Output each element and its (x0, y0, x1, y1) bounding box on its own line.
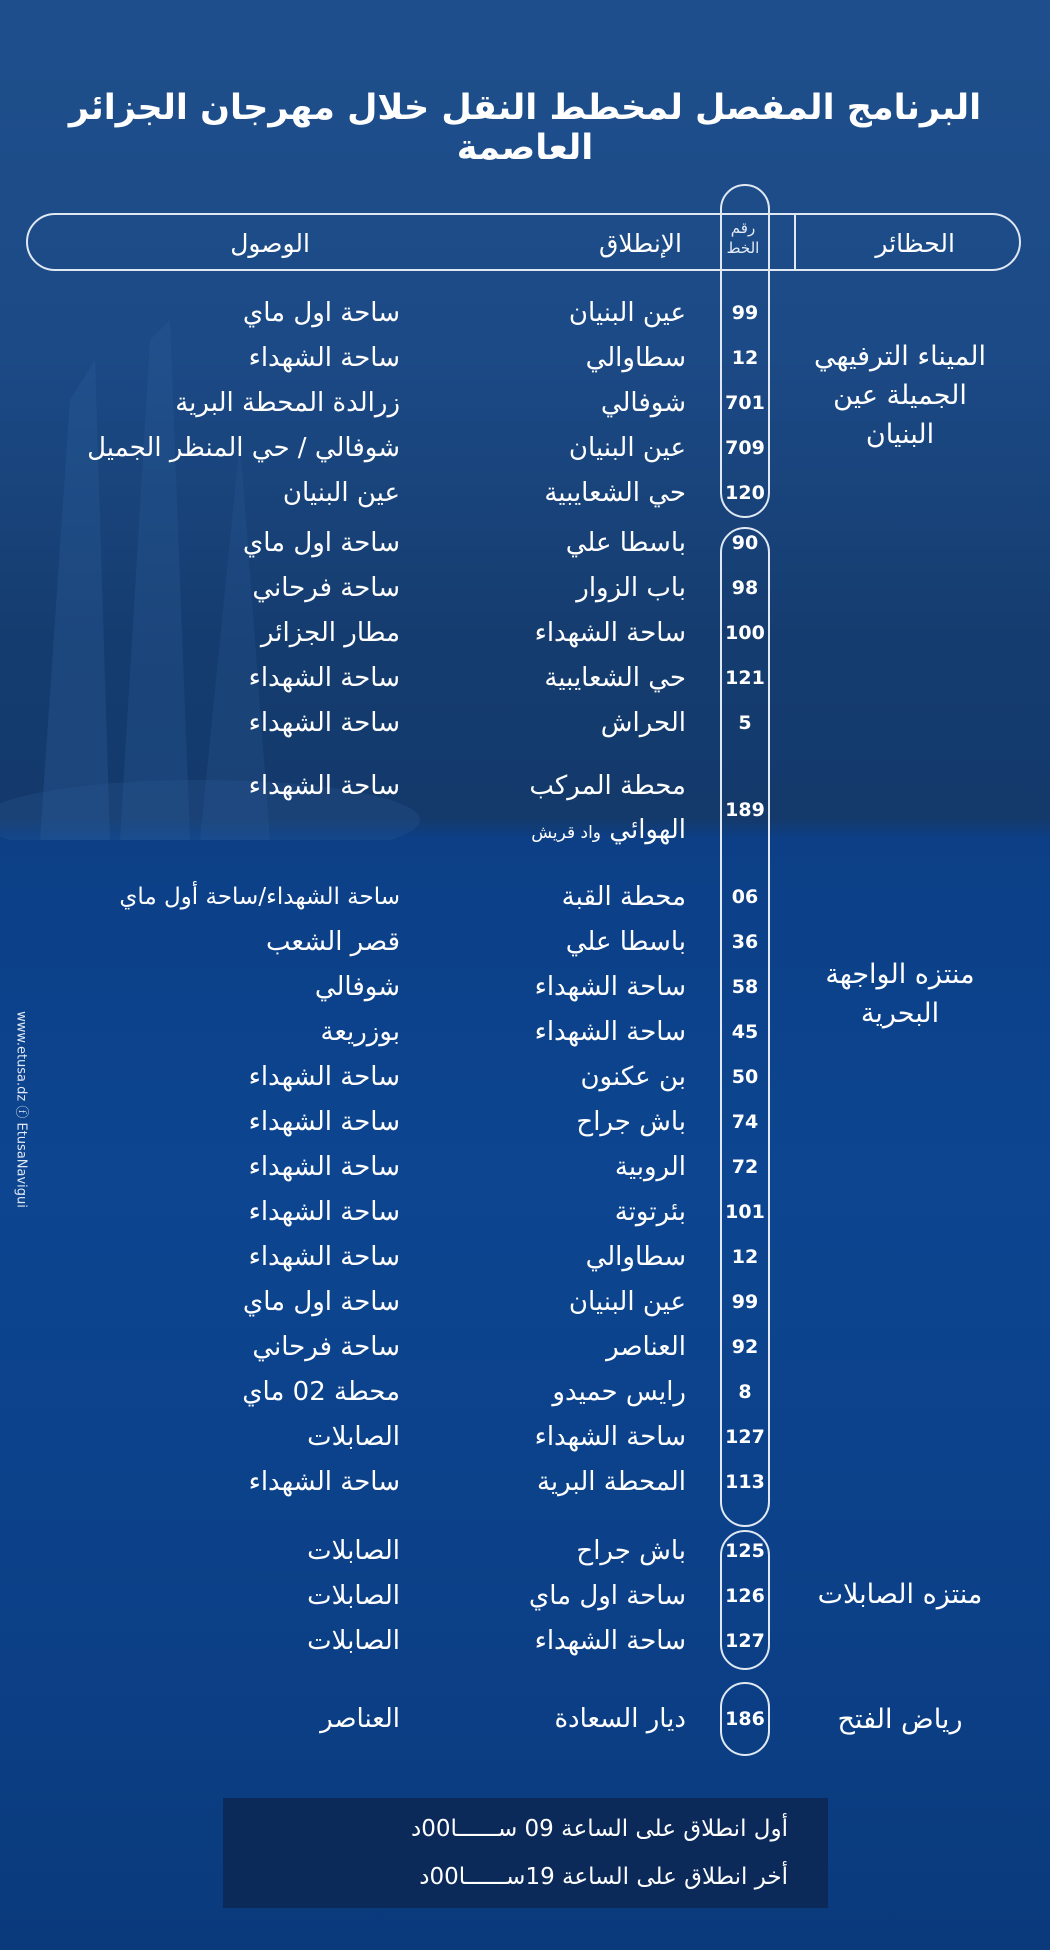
arrival: ساحة الشهداء (248, 1242, 400, 1272)
arrival: ساحة الشهداء (248, 1062, 400, 1092)
header-venues: الحظائر (875, 229, 955, 258)
departure: باش جراح (576, 1536, 686, 1566)
table-row (0, 568, 1050, 608)
line-number: 12 (731, 1246, 759, 1268)
arrival: ساحة اول ماي (242, 298, 400, 328)
table-row (0, 1147, 1050, 1187)
table-row (0, 613, 1050, 653)
table-row (0, 1012, 1050, 1052)
departure: محطة القبة (561, 882, 686, 912)
line-number: 99 (731, 302, 759, 324)
departure-line2: الهوائي واد قريش (531, 815, 686, 845)
line-number: 126 (725, 1585, 765, 1607)
venue-name: الميناء الترفيهي الجميلة عين البنيان (814, 341, 986, 450)
line-number: 127 (725, 1426, 765, 1448)
table-row (0, 1462, 1050, 1502)
line-number: 101 (725, 1201, 765, 1223)
line-number: 709 (725, 437, 765, 459)
table-row (0, 1576, 1050, 1616)
arrival: ساحة الشهداء (248, 1467, 400, 1497)
header-arrival: الوصول (230, 229, 310, 258)
departure: ساحة الشهداء (534, 1626, 686, 1656)
arrival: ساحة الشهداء (248, 708, 400, 738)
departure: باسطا علي (565, 528, 686, 558)
arrival: ساحة فرحاني (252, 573, 400, 603)
departure: الحراش (600, 708, 686, 738)
table-row (0, 1057, 1050, 1097)
arrival: العناصر (320, 1704, 400, 1734)
arrival: مطار الجزائر (260, 618, 400, 648)
table-row (0, 766, 1050, 856)
arrival: ساحة الشهداء/ساحة أول ماي (119, 884, 400, 910)
line-number: 06 (731, 886, 759, 908)
line-number: 120 (725, 482, 765, 504)
departure: باش جراح (576, 1107, 686, 1137)
line-number: 72 (731, 1156, 759, 1178)
departure: حي الشعايبية (544, 478, 686, 508)
departure: عين البنيان (568, 298, 686, 328)
arrival: ساحة الشهداء (248, 1152, 400, 1182)
arrival: محطة 02 ماي (242, 1377, 400, 1407)
arrival: الصابلات (307, 1536, 400, 1566)
departure: شوفالي (600, 388, 686, 418)
departure: العناصر (606, 1332, 686, 1362)
departure: الروبية (614, 1152, 686, 1182)
first-departure-time: أول انطلاق على الساعة 09 ســــــا00د (410, 1816, 788, 1842)
line-number: 8 (738, 1381, 752, 1403)
table-row (0, 877, 1050, 917)
arrival: قصر الشعب (266, 927, 400, 957)
table-row (0, 1282, 1050, 1322)
arrival: ساحة الشهداء (248, 771, 400, 801)
departure: باب الزوار (576, 573, 686, 603)
table-row (0, 473, 1050, 513)
line-number: 121 (725, 667, 765, 689)
line-number: 36 (731, 931, 759, 953)
venue-name: منتزه الواجهة البحرية (825, 959, 975, 1029)
line-number: 58 (731, 976, 759, 998)
line-number: 5 (738, 712, 752, 734)
arrival: الصابلات (307, 1581, 400, 1611)
table-row (0, 1102, 1050, 1142)
line-number: 90 (731, 532, 759, 554)
departure: ساحة الشهداء (534, 1017, 686, 1047)
arrival: ساحة اول ماي (242, 1287, 400, 1317)
arrival: ساحة الشهداء (248, 343, 400, 373)
side-website-text: www.etusa.dz ⓕ EtusaNavigui (13, 1011, 29, 1208)
arrival: الصابلات (307, 1626, 400, 1656)
departure: ساحة الشهداء (534, 618, 686, 648)
line-number: 189 (725, 799, 765, 821)
table-row (0, 1192, 1050, 1232)
table-row (0, 1417, 1050, 1457)
arrival: شوفالي (314, 972, 400, 1002)
line-number: 125 (725, 1540, 765, 1562)
departure: باسطا علي (565, 927, 686, 957)
table-row (0, 658, 1050, 698)
line-number: 50 (731, 1066, 759, 1088)
header-departure: الإنطلاق (599, 229, 682, 258)
arrival: شوفالي / حي المنظر الجميل (87, 433, 400, 463)
departure: ساحة الشهداء (534, 1422, 686, 1452)
table-row (0, 338, 1050, 378)
departure: سطاوالي (585, 343, 686, 373)
table-row (0, 1531, 1050, 1571)
departure: رايس حميدو (552, 1377, 686, 1407)
line-number: 98 (731, 577, 759, 599)
table-row (0, 428, 1050, 468)
venue-name: رياض الفتح (837, 1704, 963, 1735)
arrival: الصابلات (307, 1422, 400, 1452)
departure: ساحة الشهداء (534, 972, 686, 1002)
line-number: 127 (725, 1630, 765, 1652)
arrival: ساحة الشهداء (248, 1107, 400, 1137)
departure: عين البنيان (568, 1287, 686, 1317)
departure: بئرتوتة (614, 1197, 686, 1227)
venue-name: منتزه الصابلات (817, 1579, 983, 1610)
table-row (0, 1237, 1050, 1277)
departure: حي الشعايبية (544, 663, 686, 693)
line-number: 12 (731, 347, 759, 369)
departure: بن عكنون (580, 1062, 686, 1092)
departure: ديار السعادة (554, 1704, 686, 1734)
table-header (26, 213, 1021, 271)
table-row (0, 1327, 1050, 1367)
table-row (0, 703, 1050, 743)
line-number: 99 (731, 1291, 759, 1313)
last-departure-time: أخر انطلاق على الساعة 19ســــــا00د (419, 1864, 788, 1890)
header-line-number: رقم الخط (726, 219, 760, 257)
departure: المحطة البرية (536, 1467, 686, 1497)
header-divider-right (794, 213, 796, 271)
arrival: ساحة فرحاني (252, 1332, 400, 1362)
table-row (0, 1699, 1050, 1739)
line-number: 100 (725, 622, 765, 644)
table-row (0, 1621, 1050, 1661)
arrival: ساحة اول ماي (242, 528, 400, 558)
arrival: عين البنيان (282, 478, 400, 508)
arrival: زرالدة المحطة البرية (175, 388, 400, 418)
departure: ساحة اول ماي (528, 1581, 686, 1611)
arrival: ساحة الشهداء (248, 663, 400, 693)
line-number: 92 (731, 1336, 759, 1358)
line-number: 186 (725, 1708, 765, 1730)
departure: سطاوالي (585, 1242, 686, 1272)
departure: محطة المركب (529, 771, 686, 801)
table-row (0, 383, 1050, 423)
arrival: بوزريعة (320, 1017, 400, 1047)
line-number: 701 (725, 392, 765, 414)
table-row (0, 523, 1050, 563)
table-row (0, 1372, 1050, 1412)
arrival: ساحة الشهداء (248, 1197, 400, 1227)
departure-note: واد قريش (531, 823, 602, 843)
schedule-hours-box (223, 1798, 828, 1908)
table-row (0, 293, 1050, 333)
table-row (0, 922, 1050, 962)
page-title: البرنامج المفصل لمخطط النقل خلال مهرجان الجزائر العاصمة (68, 88, 982, 168)
line-number: 74 (731, 1111, 759, 1133)
line-number: 45 (731, 1021, 759, 1043)
line-number: 113 (725, 1471, 765, 1493)
table-row (0, 967, 1050, 1007)
departure: عين البنيان (568, 433, 686, 463)
